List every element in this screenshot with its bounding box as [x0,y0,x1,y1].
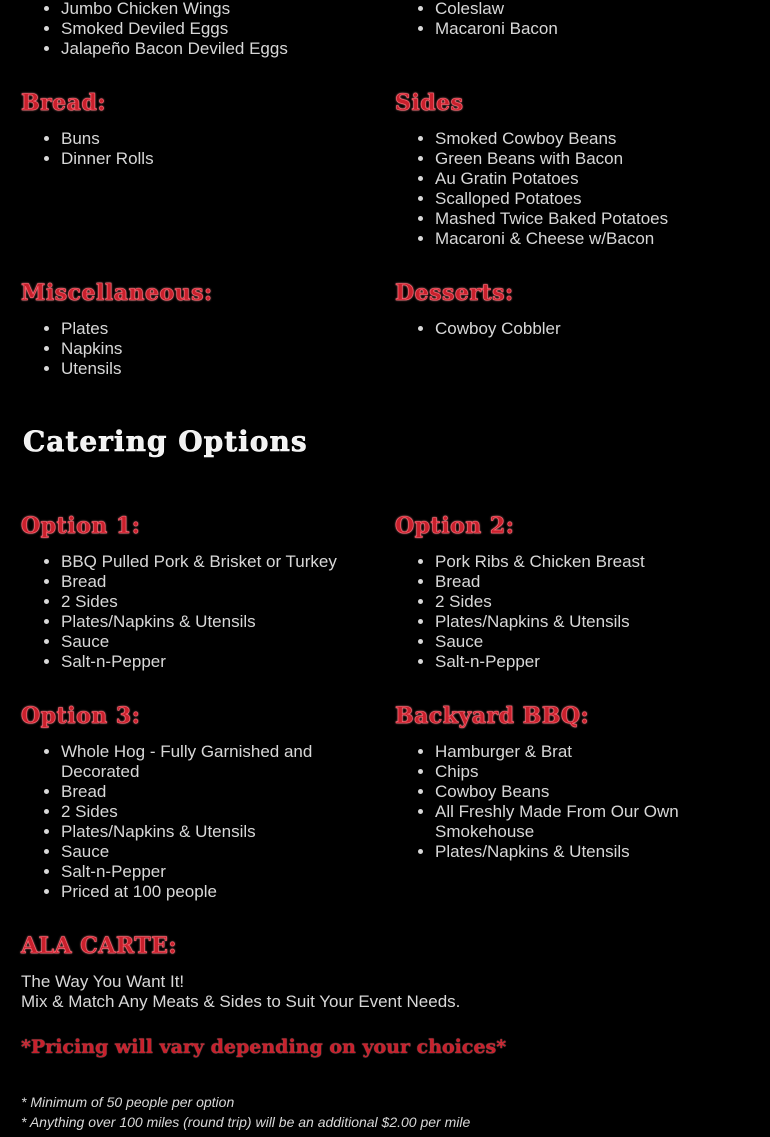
list-item: • Dinner Rolls [61,149,401,169]
list-item: • Sauce [61,842,381,862]
list-item: • Plates/Napkins & Utensils [435,612,770,632]
option2-list [395,552,770,672]
backyard-bbq-list [395,742,755,862]
list-item: • 2 Sides [435,592,770,612]
list-item: • Pork Ribs & Chicken Breast [435,552,770,572]
option1-heading: Option 1: [21,513,141,539]
list-item: • Priced at 100 people [61,882,381,902]
list-item: • Mashed Twice Baked Potatoes [435,209,770,229]
list-item: • Buns [61,129,401,149]
list-item: • Smoked Cowboy Beans [435,129,770,149]
list-item: • Hamburger & Brat [435,742,755,762]
list-item: • Jumbo Chicken Wings [61,0,401,19]
backyard-bbq-heading: Backyard BBQ: [395,703,590,729]
desserts-heading: Desserts: [395,280,514,306]
footnote-mileage: * Anything over 100 miles (round trip) will be an additional $2.00 per mile [21,1114,471,1130]
bread-list [21,129,401,169]
list-item: • Coleslaw [435,0,770,19]
option3-list [21,742,381,902]
ala-carte-heading: ALA CARTE: [21,933,178,959]
list-item: • Plates/Napkins & Utensils [61,612,401,632]
option1-list [21,552,401,672]
list-item: • 2 Sides [61,592,401,612]
list-item: • Salt-n-Pepper [61,862,381,882]
list-item: • Sauce [435,632,770,652]
list-item: • Plates [61,319,401,339]
list-item: • Plates/Napkins & Utensils [435,842,755,862]
misc-heading: Miscellaneous: [21,280,213,306]
pricing-note: *Pricing will vary depending on your choices* [21,1036,507,1058]
list-item: • Plates/Napkins & Utensils [61,822,381,842]
list-item: • Macaroni & Cheese w/Bacon [435,229,770,249]
list-item: • Au Gratin Potatoes [435,169,770,189]
list-item: • Salt-n-Pepper [61,652,401,672]
list-item: • Bread [435,572,770,592]
misc-list [21,319,401,379]
list-item: • Smoked Deviled Eggs [61,19,401,39]
option3-heading: Option 3: [21,703,141,729]
list-item: • Green Beans with Bacon [435,149,770,169]
bread-heading: Bread: [21,90,106,116]
catering-options-title: Catering Options [23,425,308,458]
list-item: • 2 Sides [61,802,381,822]
list-item: • Cowboy Cobbler [435,319,770,339]
list-item: • Jalapeño Bacon Deviled Eggs [61,39,401,59]
top-left-list [21,0,401,59]
list-item: • Utensils [61,359,401,379]
sides-heading: Sides [395,90,464,116]
list-item: • Chips [435,762,755,782]
list-item: • Salt-n-Pepper [435,652,770,672]
ala-carte-line1: The Way You Want It! [21,972,185,991]
list-item: • Scalloped Potatoes [435,189,770,209]
list-item: • All Freshly Made From Our Own Smokehouse [435,802,755,842]
top-right-list [395,0,770,39]
footnote-minimum: * Minimum of 50 people per option [21,1094,235,1110]
list-item: • Cowboy Beans [435,782,755,802]
list-item: • Whole Hog - Fully Garnished and Decorated [61,742,381,782]
list-item: • Napkins [61,339,401,359]
list-item: • Macaroni Bacon [435,19,770,39]
sides-list [395,129,770,249]
list-item: • Bread [61,782,381,802]
list-item: • Sauce [61,632,401,652]
option2-heading: Option 2: [395,513,515,539]
desserts-list [395,319,770,339]
ala-carte-line2: Mix & Match Any Meats & Sides to Suit Your Event Needs. [21,992,461,1011]
list-item: • BBQ Pulled Pork & Brisket or Turkey [61,552,401,572]
list-item: • Bread [61,572,401,592]
